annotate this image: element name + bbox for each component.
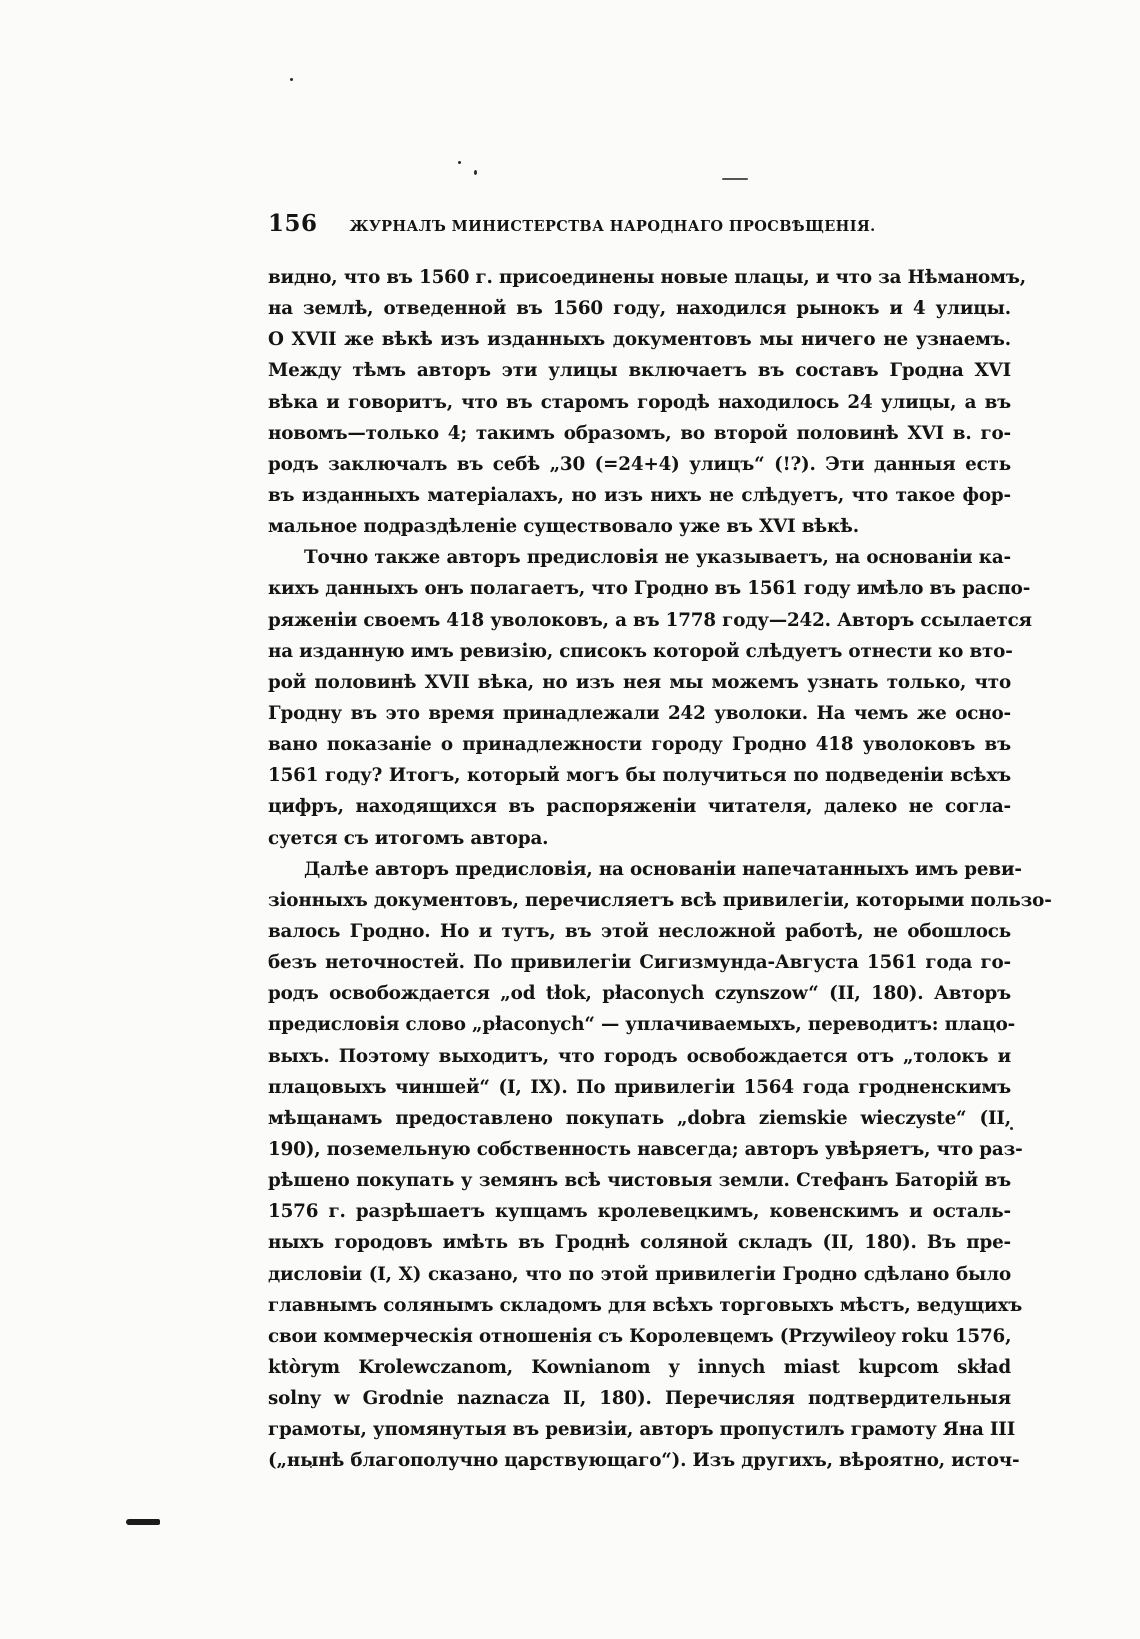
text-line: свои коммерческія отношенія съ Королевцемъ (Przywileoy roku 1576, — [268, 1325, 1012, 1347]
text-line: ныхъ городовъ имѣть въ Гроднѣ соляной складъ (II, 180). Въ пре- — [268, 1232, 1011, 1254]
text-line: новомъ—только 4; такимъ образомъ, во второй половинѣ XVI в. го- — [268, 422, 1011, 444]
text-line: рой половинѣ XVII вѣка, но изъ нея мы можемъ узнать только, что — [268, 671, 1011, 693]
text-line: родъ заключалъ въ себѣ „30 (=24+4) улицъ“ (!?). Эти данныя есть — [268, 453, 1011, 475]
text-line: 1561 году? Итогъ, который могъ бы получиться по подведеніи всѣхъ — [268, 765, 1011, 787]
ink-speck — [458, 161, 461, 164]
text-line: вѣка и говоритъ, что въ старомъ городѣ находилось 24 улицы, а въ — [268, 391, 1011, 413]
text-line: Точно также авторъ предисловія не указываетъ, на основаніи ка- — [304, 547, 1011, 569]
text-line: валось Гродно. Но и тутъ, въ этой несложной работѣ, не обошлось — [268, 920, 1011, 942]
text-line: предисловія слово „płaconych“ — уплачиваемыхъ, переводитъ: плацо- — [268, 1014, 1016, 1036]
body-text — [268, 262, 1052, 1476]
running-head: ЖУРНАЛЪ МИНИСТЕРСТВА НАРОДНАГО ПРОСВѢЩЕНІЯ. — [349, 218, 876, 235]
text-line: ряженіи своемъ 418 уволоковъ, а въ 1778 году—242. Авторъ ссылается — [268, 609, 1032, 631]
ink-speck — [290, 78, 293, 81]
text-line: цифръ, находящихся въ распоряженіи читателя, далеко не согла- — [268, 796, 1011, 818]
ink-speck — [474, 170, 477, 175]
text-line: („нынѣ благополучно царствующаго“). Изъ другихъ, вѣроятно, источ- — [268, 1450, 1020, 1472]
text-line: зіонныхъ документовъ, перечисляетъ всѣ привилегіи, которыми пользо- — [268, 889, 1052, 911]
text-line: вано показаніе о принадлежности городу Гродно 418 уволоковъ въ — [268, 734, 1011, 756]
text-line: дисловіи (I, X) сказано, что по этой привилегіи Гродно сдѣлано было — [268, 1263, 1011, 1285]
text-line: кихъ данныхъ онъ полагаетъ, что Гродно въ 1561 году имѣло въ распо- — [268, 578, 1031, 600]
text-line: главнымъ солянымъ складомъ для всѣхъ торговыхъ мѣстъ, ведущихъ — [268, 1294, 1023, 1316]
text-line: на землѣ, отведенной въ 1560 году, находился рынокъ и 4 улицы. — [268, 298, 1011, 320]
text-line: 1576 г. разрѣшаетъ купцамъ кролевецкимъ, ковенскимъ и осталь- — [268, 1201, 1011, 1223]
text-line: ktòrym Krolewczanom, Kownianom y innych miast kupcom skład — [268, 1356, 1011, 1378]
page-header — [268, 210, 1010, 240]
page-number: 156 — [268, 210, 318, 237]
text-line: безъ неточностей. По привилегіи Сигизмунда-Августа 1561 года го- — [268, 952, 1011, 974]
text-line: Далѣе авторъ предисловія, на основаніи напечатанныхъ имъ реви- — [304, 858, 1022, 880]
text-line: суется съ итогомъ автора. — [268, 827, 549, 849]
text-line: выхъ. Поэтому выходитъ, что городъ освобождается отъ „толокъ и — [268, 1045, 1011, 1067]
text-line: въ изданныхъ матеріалахъ, но изъ нихъ не слѣдуетъ, что такое фор- — [268, 484, 1011, 506]
text-line: плацовыхъ чиншей“ (I, IX). По привилегіи 1564 года гродненскимъ — [268, 1076, 1011, 1098]
ink-speck — [722, 178, 748, 180]
text-line: О XVII же вѣкѣ изъ изданныхъ документовъ мы ничего не узнаемъ. — [268, 329, 1011, 351]
text-line: видно, что въ 1560 г. присоединены новые плацы, и что за Нѣманомъ, — [268, 267, 1026, 288]
margin-ink-mark — [126, 1519, 160, 1525]
text-line: solny w Grodnie naznacza II, 180). Перечисляя подтвердительныя — [268, 1388, 1011, 1410]
text-line: мѣщанамъ предоставлено покупать „dobra ziemskie wieczyste“ (II, — [268, 1107, 1011, 1129]
text-line: грамоты, упомянутыя въ ревизіи, авторъ пропустилъ грамоту Яна III — [268, 1419, 1016, 1441]
text-line: Гродну въ это время принадлежали 242 уволоки. На чемъ же осно- — [268, 702, 1011, 724]
text-line: на изданную имъ ревизію, списокъ которой слѣдуетъ отнести ко вто- — [268, 640, 1013, 662]
text-line: мальное подраздѣленіе существовало уже въ XVI вѣкѣ. — [268, 516, 859, 538]
text-line: рѣшено покупать у земянъ всѣ чистовыя земли. Стефанъ Баторій въ — [268, 1170, 1011, 1192]
text-line: 190), поземельную собственность навсегда; авторъ увѣряетъ, что раз- — [268, 1138, 1023, 1160]
text-line: родъ освобождается „od tłok, płaconych czynszow“ (II, 180). Авторъ — [268, 983, 1011, 1005]
text-line: Между тѣмъ авторъ эти улицы включаетъ въ составъ Гродна XVI — [268, 360, 1011, 382]
